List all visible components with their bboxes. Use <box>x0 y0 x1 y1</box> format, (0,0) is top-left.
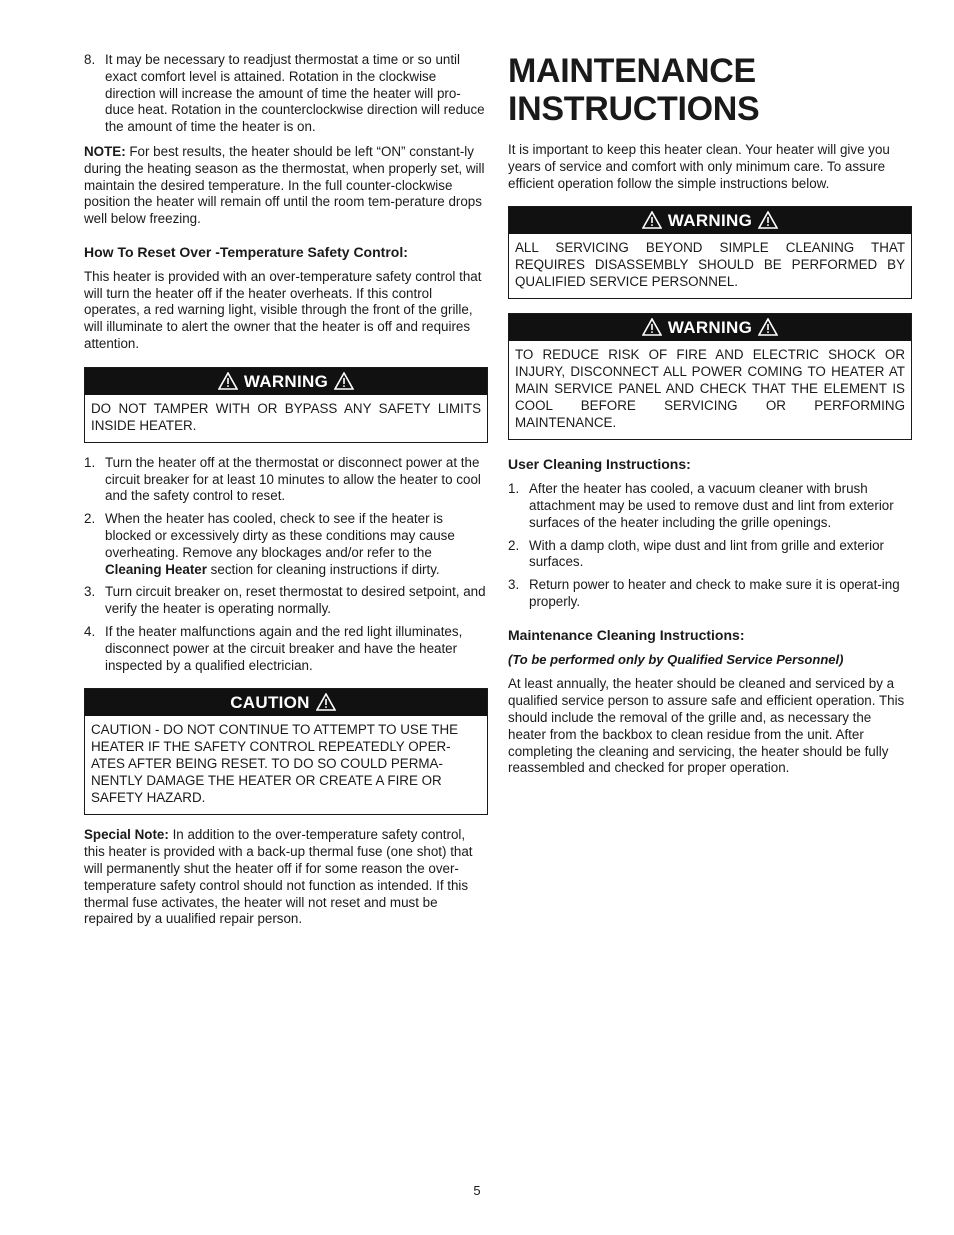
right-column <box>508 52 912 787</box>
list-number: 3. <box>84 584 96 600</box>
reset-heading: How To Reset Over -Temperature Safety Control: <box>84 243 408 260</box>
list-item <box>508 538 912 572</box>
list-item <box>84 584 488 618</box>
warning-header <box>85 368 487 395</box>
caution-header <box>85 689 487 716</box>
warning-header <box>509 314 911 341</box>
warning-box-2 <box>508 206 912 299</box>
list-text: It may be necessary to readjust thermostat a time or so until exact comfort level is attained. Rotation in the clockwise direction will increase the amount of time the heater will pro-duce heat. Rotation in the counterclockwise direction will reduce the amount of time the heater is on. <box>105 52 485 135</box>
list-number: 2. <box>84 511 96 527</box>
warning-header <box>509 207 911 234</box>
warning-triangle-icon <box>334 371 354 398</box>
list-text: If the heater malfunctions again and the red light illuminates, disconnect power at the circuit breaker and have the heater inspected by a qualified electrician. <box>105 623 463 673</box>
warning-triangle-icon <box>642 210 662 237</box>
list-text-part: When the heater has cooled, check to see if the heater is blocked or excessively dirty as these conditions may cause overheating. Remove any blockages and/or refer to the <box>105 511 455 560</box>
note-label: NOTE: <box>84 143 126 159</box>
warning-triangle-icon <box>642 317 662 344</box>
warning-triangle-icon <box>218 371 238 398</box>
list-text <box>105 511 455 576</box>
page-title <box>508 52 912 128</box>
list-text: Turn the heater off at the thermostat or disconnect power at the circuit breaker for at least 10 minutes to allow the heater to cool and the safety control to reset. <box>105 454 481 504</box>
list-item <box>508 577 912 611</box>
warning-triangle-icon <box>758 317 778 344</box>
maintenance-cleaning-heading: Maintenance Cleaning Instructions: <box>508 626 745 643</box>
warning-text: TO REDUCE RISK OF FIRE AND ELECTRIC SHOCK OR INJURY, DISCONNECT ALL POWER COMING TO HEATER AT MAIN SERVICE PANEL AND CHECK THAT THE ELEMENT IS COOL BEFORE SERVICING OR PERFORMING MAINTENANCE. <box>515 347 905 431</box>
title-line-2: INSTRUCTIONS <box>508 90 760 128</box>
warning-box-3 <box>508 313 912 440</box>
list-number: 8. <box>84 52 96 67</box>
reset-steps <box>84 455 488 675</box>
warning-text: ALL SERVICING BEYOND SIMPLE CLEANING THAT REQUIRES DISASSEMBLY SHOULD BE PERFORMED BY QUALIFIED SERVICE PERSONNEL. <box>515 240 905 290</box>
warning-text: DO NOT TAMPER WITH OR BYPASS ANY SAFETY LIMITS INSIDE HEATER. <box>91 400 481 433</box>
list-item <box>508 481 912 531</box>
special-note-text: In addition to the over-temperature safety control, this heater is provided with a back-up thermal fuse (one shot) that will permanently shut the heater off if for some reason the over-temperature safety control should not function as intended. If this thermal fuse activates, the heater will not reset and must be repaired by a uualified repair person. <box>84 827 473 927</box>
title-line-1: MAINTENANCE <box>508 52 756 90</box>
step-8-list <box>84 52 488 136</box>
page-number: 5 <box>473 1183 481 1198</box>
list-number: 3. <box>508 577 520 593</box>
special-note <box>84 827 488 928</box>
note-paragraph <box>84 144 488 228</box>
reset-intro: This heater is provided with an over-temperature safety control that will turn the heater off if the heater overheats. If this control operates, a red warning light, visible through the front of the grille, will illuminate to alert the owner that the heater is off and requires attention. <box>84 268 482 351</box>
list-text: With a damp cloth, wipe dust and lint from grille and exterior surfaces. <box>529 537 885 570</box>
warning-title: WARNING <box>667 211 753 231</box>
caution-text: CAUTION - DO NOT CONTINUE TO ATTEMPT TO USE THE HEATER IF THE SAFETY CONTROL REPEATEDLY OPER-ATES AFTER BEING RESET. TO DO SO COULD PERMA-NENTLY DAMAGE THE HEATER OR CREATE A FIRE OR SAFETY HAZARD. <box>91 722 459 806</box>
list-number: 2. <box>508 537 520 553</box>
note-text: For best results, the heater should be left “ON” constant-ly during the heating season as the thermostat, when properly set, will maintain the desired temperature. In the full counter-clockwise position the heater will remain off until the room tem-perature drops well below freezing. <box>84 143 485 227</box>
warning-box-1 <box>84 367 488 443</box>
warning-triangle-icon <box>316 692 336 719</box>
cleaning-heater-ref: Cleaning Heater <box>105 561 207 577</box>
warning-title: WARNING <box>667 318 753 338</box>
caution-title: CAUTION <box>230 693 310 713</box>
warning-title: WARNING <box>243 371 329 391</box>
user-cleaning-steps <box>508 481 912 611</box>
list-text: After the heater has cooled, a vacuum cleaner with brush attachment may be used to remove dust and lint from exterior surfaces of the heater including the grille openings. <box>529 481 894 530</box>
list-item <box>84 52 488 136</box>
warning-triangle-icon <box>758 210 778 237</box>
list-item <box>84 624 488 674</box>
caution-box <box>84 688 488 815</box>
list-text: Return power to heater and check to make sure it is operat-ing properly. <box>529 577 900 609</box>
list-item <box>84 511 488 578</box>
intro-paragraph: It is important to keep this heater clean. Your heater will give you years of service and comfort with only minimum care. To assure efficient operation follow the simple instructions below. <box>508 142 890 191</box>
maintenance-paragraph: At least annually, the heater should be cleaned and serviced by a qualified service person to assure safe and efficient operation. This should include the removal of the grille and, as necessary the heater from the backbox to clean residue from the unit. After completing the cleaning and servicing, the heater should be fully reassembled and checked for proper operation. <box>508 676 905 776</box>
list-item <box>84 455 488 505</box>
special-note-label: Special Note: <box>84 827 169 843</box>
maintenance-subheading: (To be performed only by Qualified Service Personnel) <box>508 651 844 667</box>
list-number: 1. <box>508 481 520 497</box>
left-column <box>84 52 488 938</box>
list-text-part: section for cleaning instructions if dirty. <box>206 561 440 577</box>
list-text: Turn circuit breaker on, reset thermostat to desired setpoint, and verify the heater is operating normally. <box>105 584 486 617</box>
list-number: 1. <box>84 454 96 470</box>
user-cleaning-heading: User Cleaning Instructions: <box>508 456 691 473</box>
list-number: 4. <box>84 623 96 639</box>
